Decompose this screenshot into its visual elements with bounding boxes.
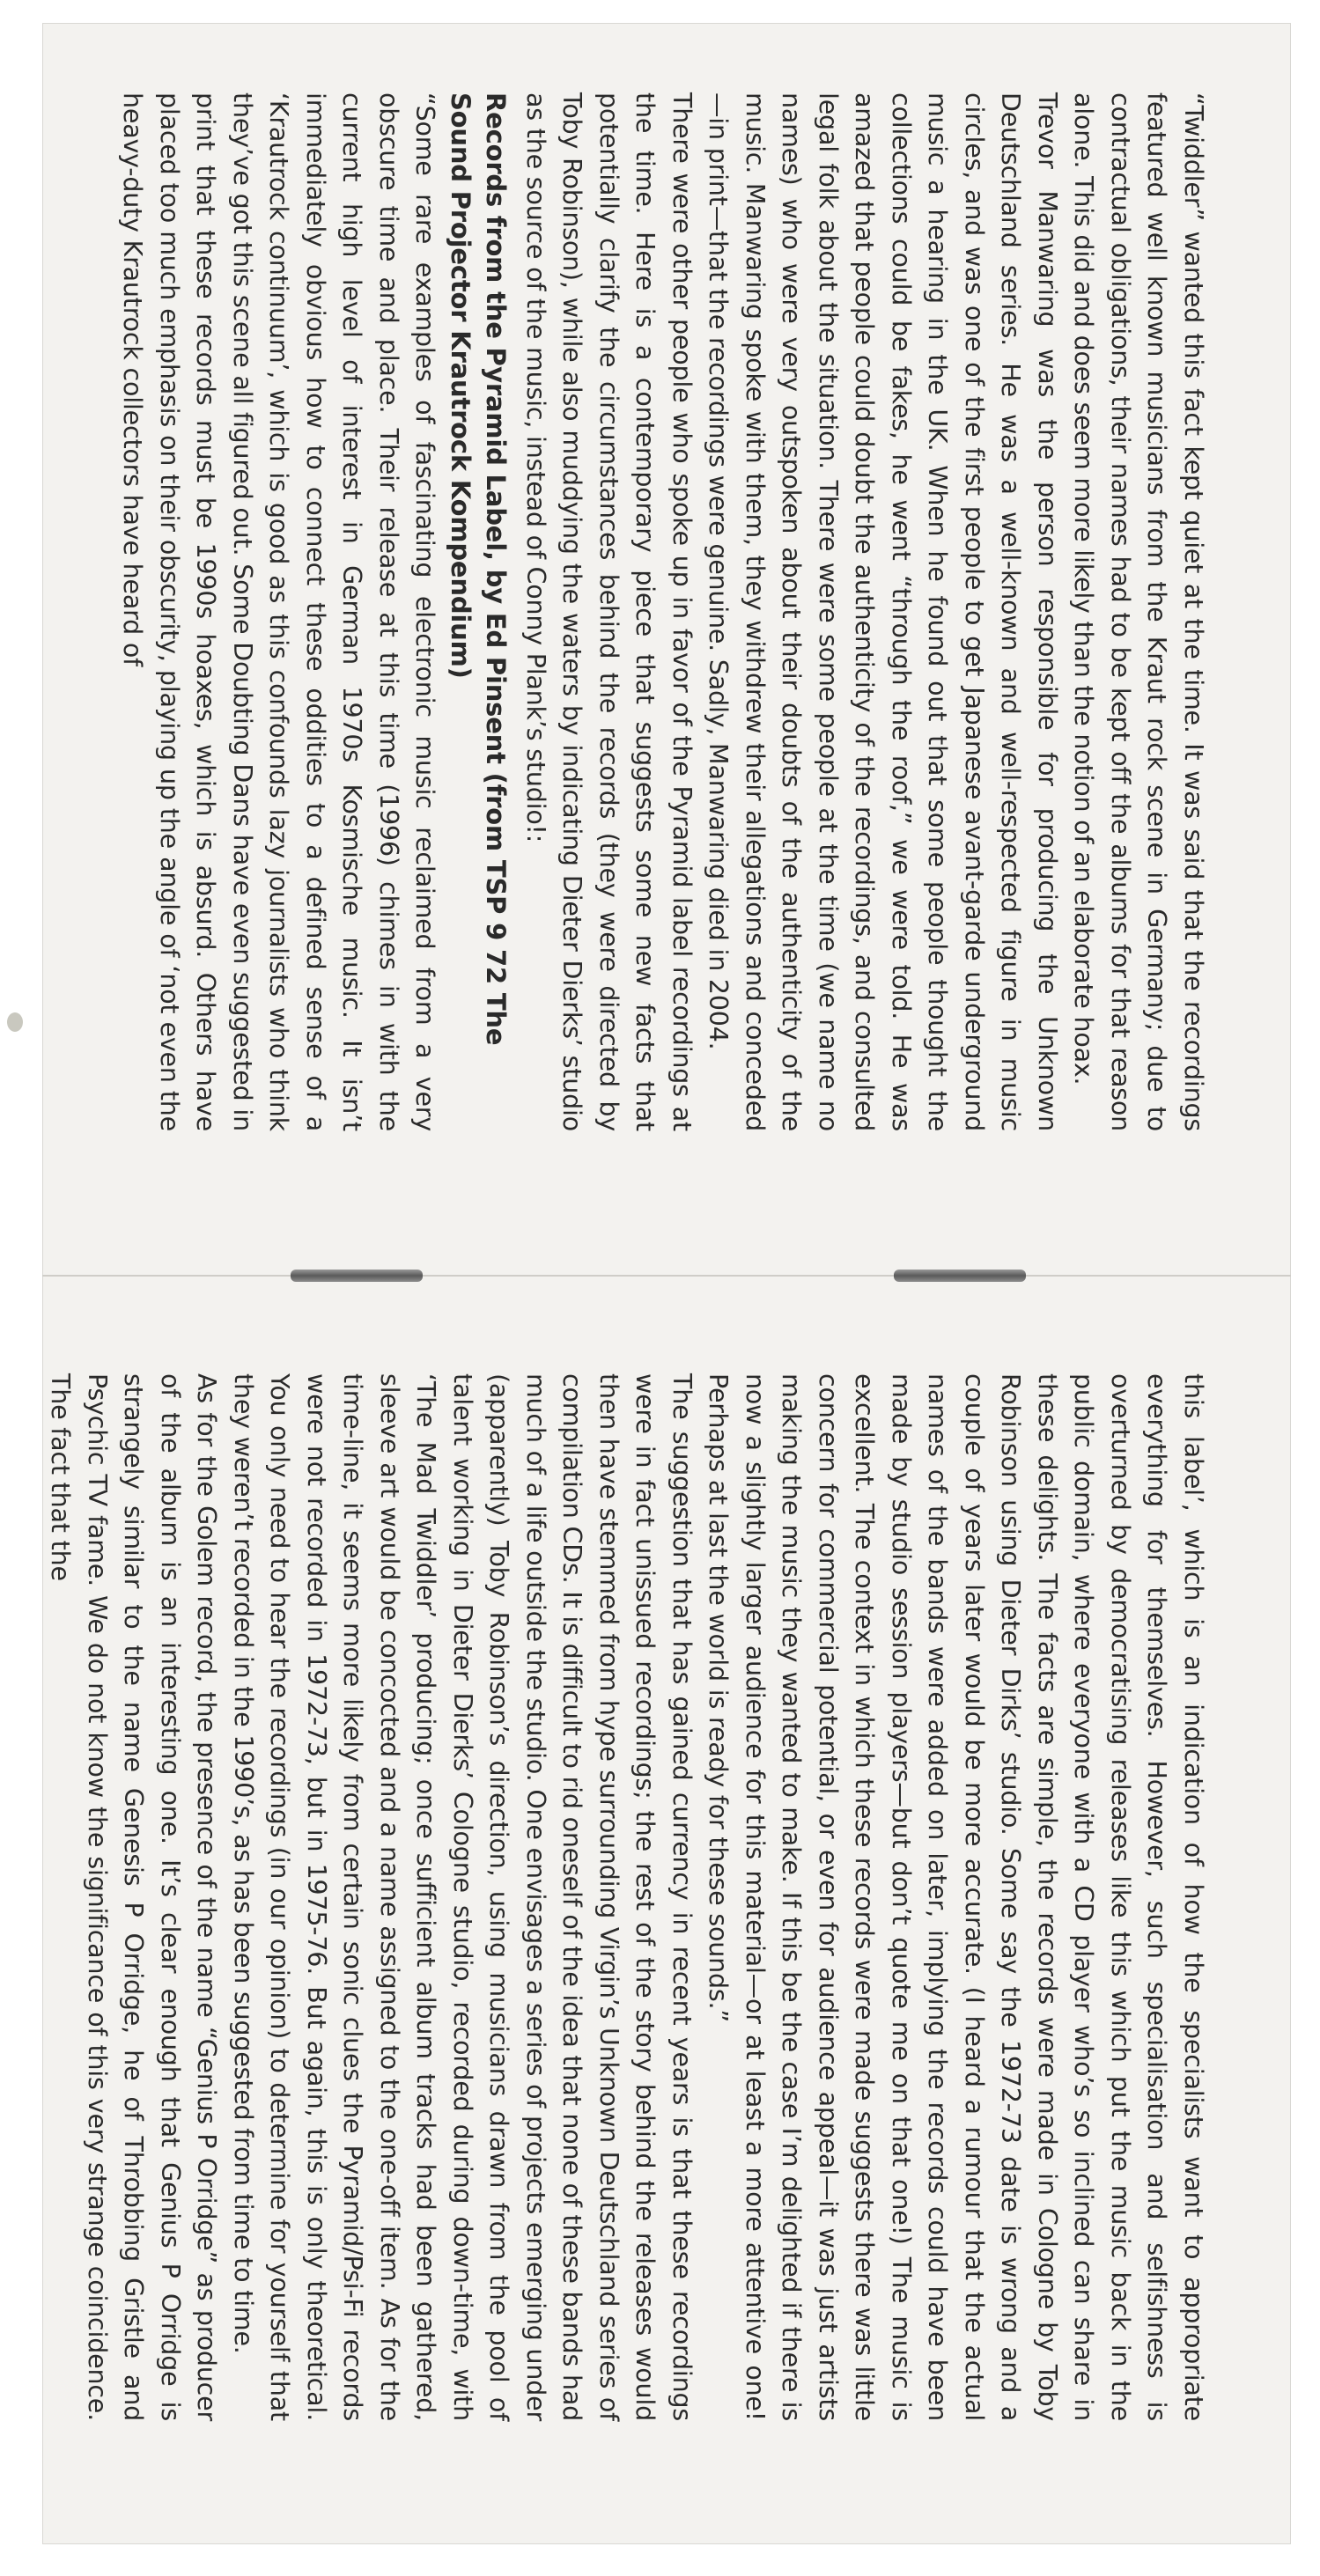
top-page	[106, 92, 1212, 1131]
paragraph: “Twiddler” wanted this fact kept quiet at the time. It was said that the recordings featured well known musicians from the Kraut rock scene in Germany; due to contractual obligations, their names had to be kept off the albums for that reason alone. This did and does seem more likely than the notion of an elaborate hoax.	[1069, 92, 1208, 1131]
paragraph: The suggestion that has gained currency in recent years is that these recordings were in fact unissued recordings; the rest of the story behind the releases would then have stemmed from hype surrounding Virgin’s Unknown Deutschland series of compilation CDs. It is difficult to rid oneself of the idea that none of these bands had much of a life outside the studio. One envisages a series of projects emerging under (apparently) Toby Robinson’s direction, using musicians drawn from the pool of talent working in Dieter Dierks’ Cologne studio, recorded during down-time, with ‘The Mad Twiddler’ producing; once sufficient album tracks had been gathered, sleeve art would be concocted and a name assigned to the one-off item. As for the time-line, it seems more likely from certain sonic clues the Pyramid/Psi-Fi records were not recorded in 1972-73, but in 1975-76. But again, this is only theoretical. You only need to hear the recordings (in our opinion) to determine for yourself that they weren’t recorded in the 1990’s, as has been suggested from time to time.	[229, 1373, 697, 2421]
paragraph: There were other people who spoke up in favor of the Pyramid label recordings at the time. Here is a contemporary piece that suggests some new facts that potentially clarify the circumstances behind the records (they were directed by Toby Robinson), while also muddying the waters by indicating Dieter Dierks’ studio as the source of the music, instead of Conny Plank’s studio!:	[521, 92, 697, 1131]
paragraph: As for the Golem record, the presence of the name “Genius P Orridge” as producer of the album is an interesting one. It’s clear enough that Genius P Orridge is strangely similar to the name Genesis P Orridge, he of Throbbing Gristle and Psychic TV fame. We do not know the significance of this very strange coincidence. The fact that the	[46, 1373, 222, 2421]
section-heading: Records from the Pyramid Label, by Ed Pinsent (from TSP 9 72 The Sound Projector Krautrock Kompendium)	[446, 92, 512, 1046]
staple	[291, 1270, 423, 1282]
paragraph: this label’, which is an indication of how the specialists want to appropriate everything for themselves. However, such specialisation and selfishness is overturned by democratising releases like this which put the music back in the public domain, where everyone with a CD player who’s so inclined can share in these delights. The facts are simple, the records were made in Cologne by Toby Robinson using Dieter Dirks’ studio. Some say the 1972-73 date is wrong and a couple of years later would be more accurate. (I heard a rumour that the actual names of the bands were added on later, implying the records could have been made by studio session players—but don’t quote me on that one!) The music is excellent. The context in which these records were made suggests there was little concern for commercial potential, or even for audience appeal—it was just artists making the music they wanted to make. If this be the case I’m delighted if there is now a slightly larger audience for this material—or at least a more attentive one! Perhaps at last the world is ready for these sounds.”	[704, 1373, 1208, 2421]
staple	[894, 1270, 1026, 1282]
paragraph: Trevor Manwaring was the person responsible for producing the Unknown Deutschland series. He was a well-known and well-respected figure in music circles, and was one of the first people to get Japanese avant-garde underground music a hearing in the UK. When he found out that some people thought the collections could be fakes, he went “through the roof,” we were told. He was amazed that people could doubt the authenticity of the recordings, and consulted legal folk about the situation. There were some people at the time (we name no names) who were very outspoken about their doubts of the authenticity of the music. Manwaring spoke with them, they withdrew their allegations and conceded—in print—that the recordings were genuine. Sadly, Manwaring died in 2004.	[704, 92, 1062, 1131]
bottom-page	[46, 1373, 1212, 2421]
paper-speck	[7, 1012, 23, 1032]
quote-paragraph: “Some rare examples of fascinating electronic music reclaimed from a very obscure time and place. Their release at this time (1996) chimes in with the current high level of interest in German 1970s Kosmische music. It isn’t immediately obvious how to connect these oddities to a defined sense of a ‘Krautrock continuum’, which is good as this confounds lazy journalists who think they’ve got this scene all figured out. Some Doubting Dans have even suggested in print that these records must be 1990s hoaxes, which is absurd. Others have placed too much emphasis on their obscurity, playing up the angle of ‘not even the heavy-duty Krautrock collectors have heard of	[118, 92, 440, 1131]
center-fold	[42, 1275, 1291, 1277]
